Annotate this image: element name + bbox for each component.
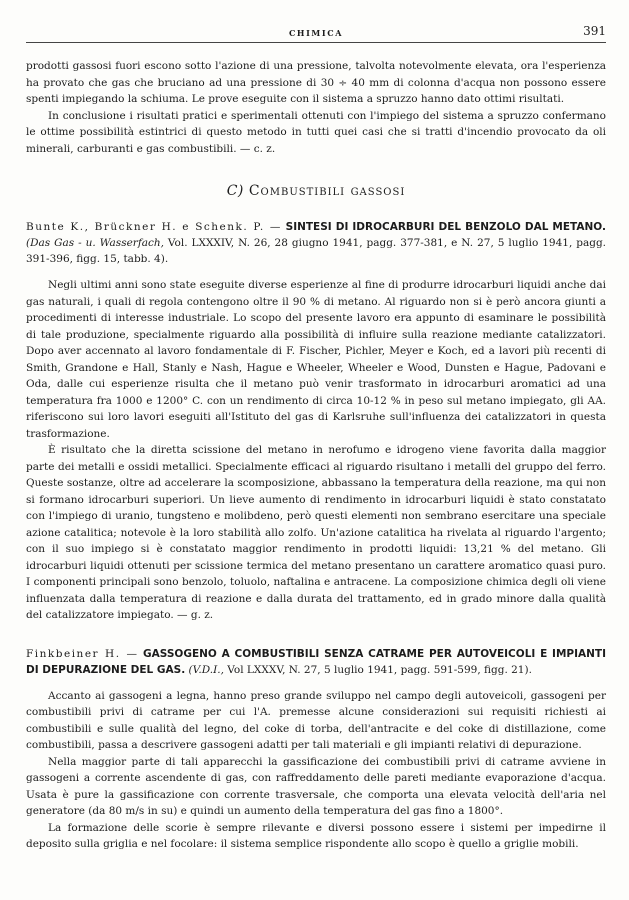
section-title: Combustibili gassosi xyxy=(248,183,406,199)
article-2-reference xyxy=(26,646,606,678)
article-1-authors: Bunte K., Brückner H. e Schenk. P. — xyxy=(26,221,282,233)
section-heading xyxy=(26,183,606,199)
page-body xyxy=(26,58,606,853)
intro-paragraph-1: prodotti gassosi fuori escono sotto l'azione di una pressione, talvolta notevolmente elevata, ora l'esperienza ha provato che gas che bruciano ad una pressione di 30 ÷ 40 mm di colonna d'acqua non possono essere spenti impiegando la schiuma. Le prove eseguite con il sistema a spruzzo hanno dato ottimi risultati. xyxy=(26,60,606,105)
article-2-paragraph-2: Nella maggior parte di tali apparecchi la gassificazione dei combustibili privi di catrame avviene in gassogeni a corrente ascendente di gas, con raffreddamento delle pareti mediante evaporazione d'acqua. Usata è pure la gassificazione con corrente trasversale, che comporta una elevata velocità dell'aria nel generatore (da 80 m/s in su) e quindi un aumento della temperatura del gas fino a 1800°. xyxy=(26,755,606,817)
article-1-reference xyxy=(26,219,606,267)
article-1-paragraph-2: È risultato che la diretta scissione del metano in nerofumo e idrogeno viene favorita dalla maggior parte dei metalli e ossidi metallici. Specialmente efficaci al riguardo risultano i metalli del gruppo del ferro. Queste sostanze, oltre ad accelerare la scomposizione, abbassano la temperatura della reazione, ma qui non si formano idrocarburi superiori. Un lieve aumento di rendimento in idrocarburi liquidi è stato constatato con l'impiego di uranio, tungsteno e molibdeno, però questi elementi non sembrano esercitare una speciale azione catalitica; notevole è la loro stabilità allo zolfo. Un'azione catalitica ha rivelata al riguardo l'argento; con il suo impiego si è constatato maggior rendimento in prodotti liquidi: 13,21 % del metano. Gli idrocarburi liquidi ottenuti per scissione termica del metano presentano un carattere aromatico quasi puro. I componenti principali sono benzolo, toluolo, naftalina e antracene. La composizione chimica degli oli viene influenzata dalla temperatura di reazione e dalla durata del trattamento, ed in grado minore dalla qualità del catalizzatore impiegato. — g. z. xyxy=(26,444,606,621)
intro-paragraph-2: In conclusione i risultati pratici e sperimentali ottenuti con l'impiego del sistema a spruzzo confermano le ottime possibilità estintrici di questo metodo in tutti quei casi che si tratti d'incendio provocato da oli minerali, carburanti e gas combustibili. — c. z. xyxy=(26,109,606,155)
article-2-paragraph-3: La formazione delle scorie è sempre rilevante e diversi possono essere i sistemi per impedirne il deposito sulla griglia e nel focolare: il sistema semplice rispondente allo scopo è quello a griglie mobili. xyxy=(26,821,606,850)
running-header xyxy=(26,24,606,40)
article-1-paragraph-1: Negli ultimi anni sono state eseguite diverse esperienze al fine di produrre idrocarburi liquidi anche dai gas naturali, i quali di regola contengono oltre il 90 % di metano. Al riguardo non si è però ancora giunti a procedimenti di interesse industriale. Lo scopo del presente lavoro era appunto di esaminare le possibilità di tale produzione, specialmente riguardo alla possibilità di influire sulla reazione mediante catalizzatori. Dopo aver accennato al lavoro fondamentale di F. Fischer, Pichler, Meyer e Koch, ed a lavori più recenti di Smith, Grandone e Hall, Stanly e Nash, Hague e Wheeler, Wheeler e Wood, Dunsten e Hague, Padovani e Oda, dalle cui esperienze risulta che il metano può venir trasformato in idrocarburi aromatici ad una temperatura fra 1000 e 1200° C. con un rendimento di circa 10-12 % in peso sul metano impiegato, gli AA. riferiscono sui loro lavori eseguiti all'Istituto del gas di Karlsruhe sull'influenza dei catalizzatori in questa trasformazione. xyxy=(26,279,606,440)
page-number: 391 xyxy=(583,24,606,38)
article-2-paragraph-1: Accanto ai gassogeni a legna, hanno preso grande sviluppo nel campo degli autoveicoli, gassogeni per combustibili privi di catrame per cui l'A. premesse alcune considerazioni sui requisiti richiesti ai combustibili e sulle qualità del legno, del coke di torba, dell'antracite e del coke di distillazione, come combustibili, passa a descrivere gassogeni adatti per tali materiali e gli impianti relativi di depurazione. xyxy=(26,689,606,751)
article-1-title: SINTESI DI IDROCARBURI DEL BENZOLO DAL METANO. xyxy=(285,221,606,233)
article-1-citation: Vol. LXXXIV, N. 26, 28 giugno 1941, pagg. 377-381, e N. 27, 5 luglio 1941, pagg. 391-396, figg. 15, tabb. 4). xyxy=(26,237,606,265)
article-1-journal: (Das Gas - u. Wasserfach, xyxy=(26,237,164,249)
running-title: CHIMICA xyxy=(288,28,344,38)
article-2-title: GASSOGENO A COMBUSTIBILI SENZA CATRAME PER AUTOVEICOLI E IMPIANTI DI DEPURAZIONE DEL GAS. xyxy=(26,647,606,676)
article-2-citation: Vol LXXXV, N. 27, 5 luglio 1941, pagg. 591-599, figg. 21). xyxy=(227,663,532,676)
article-2-authors: Finkbeiner H. — xyxy=(26,647,139,660)
article-2-journal: (V.D.I., xyxy=(188,663,224,676)
section-letter: C) xyxy=(226,183,244,199)
header-rule xyxy=(26,42,606,43)
